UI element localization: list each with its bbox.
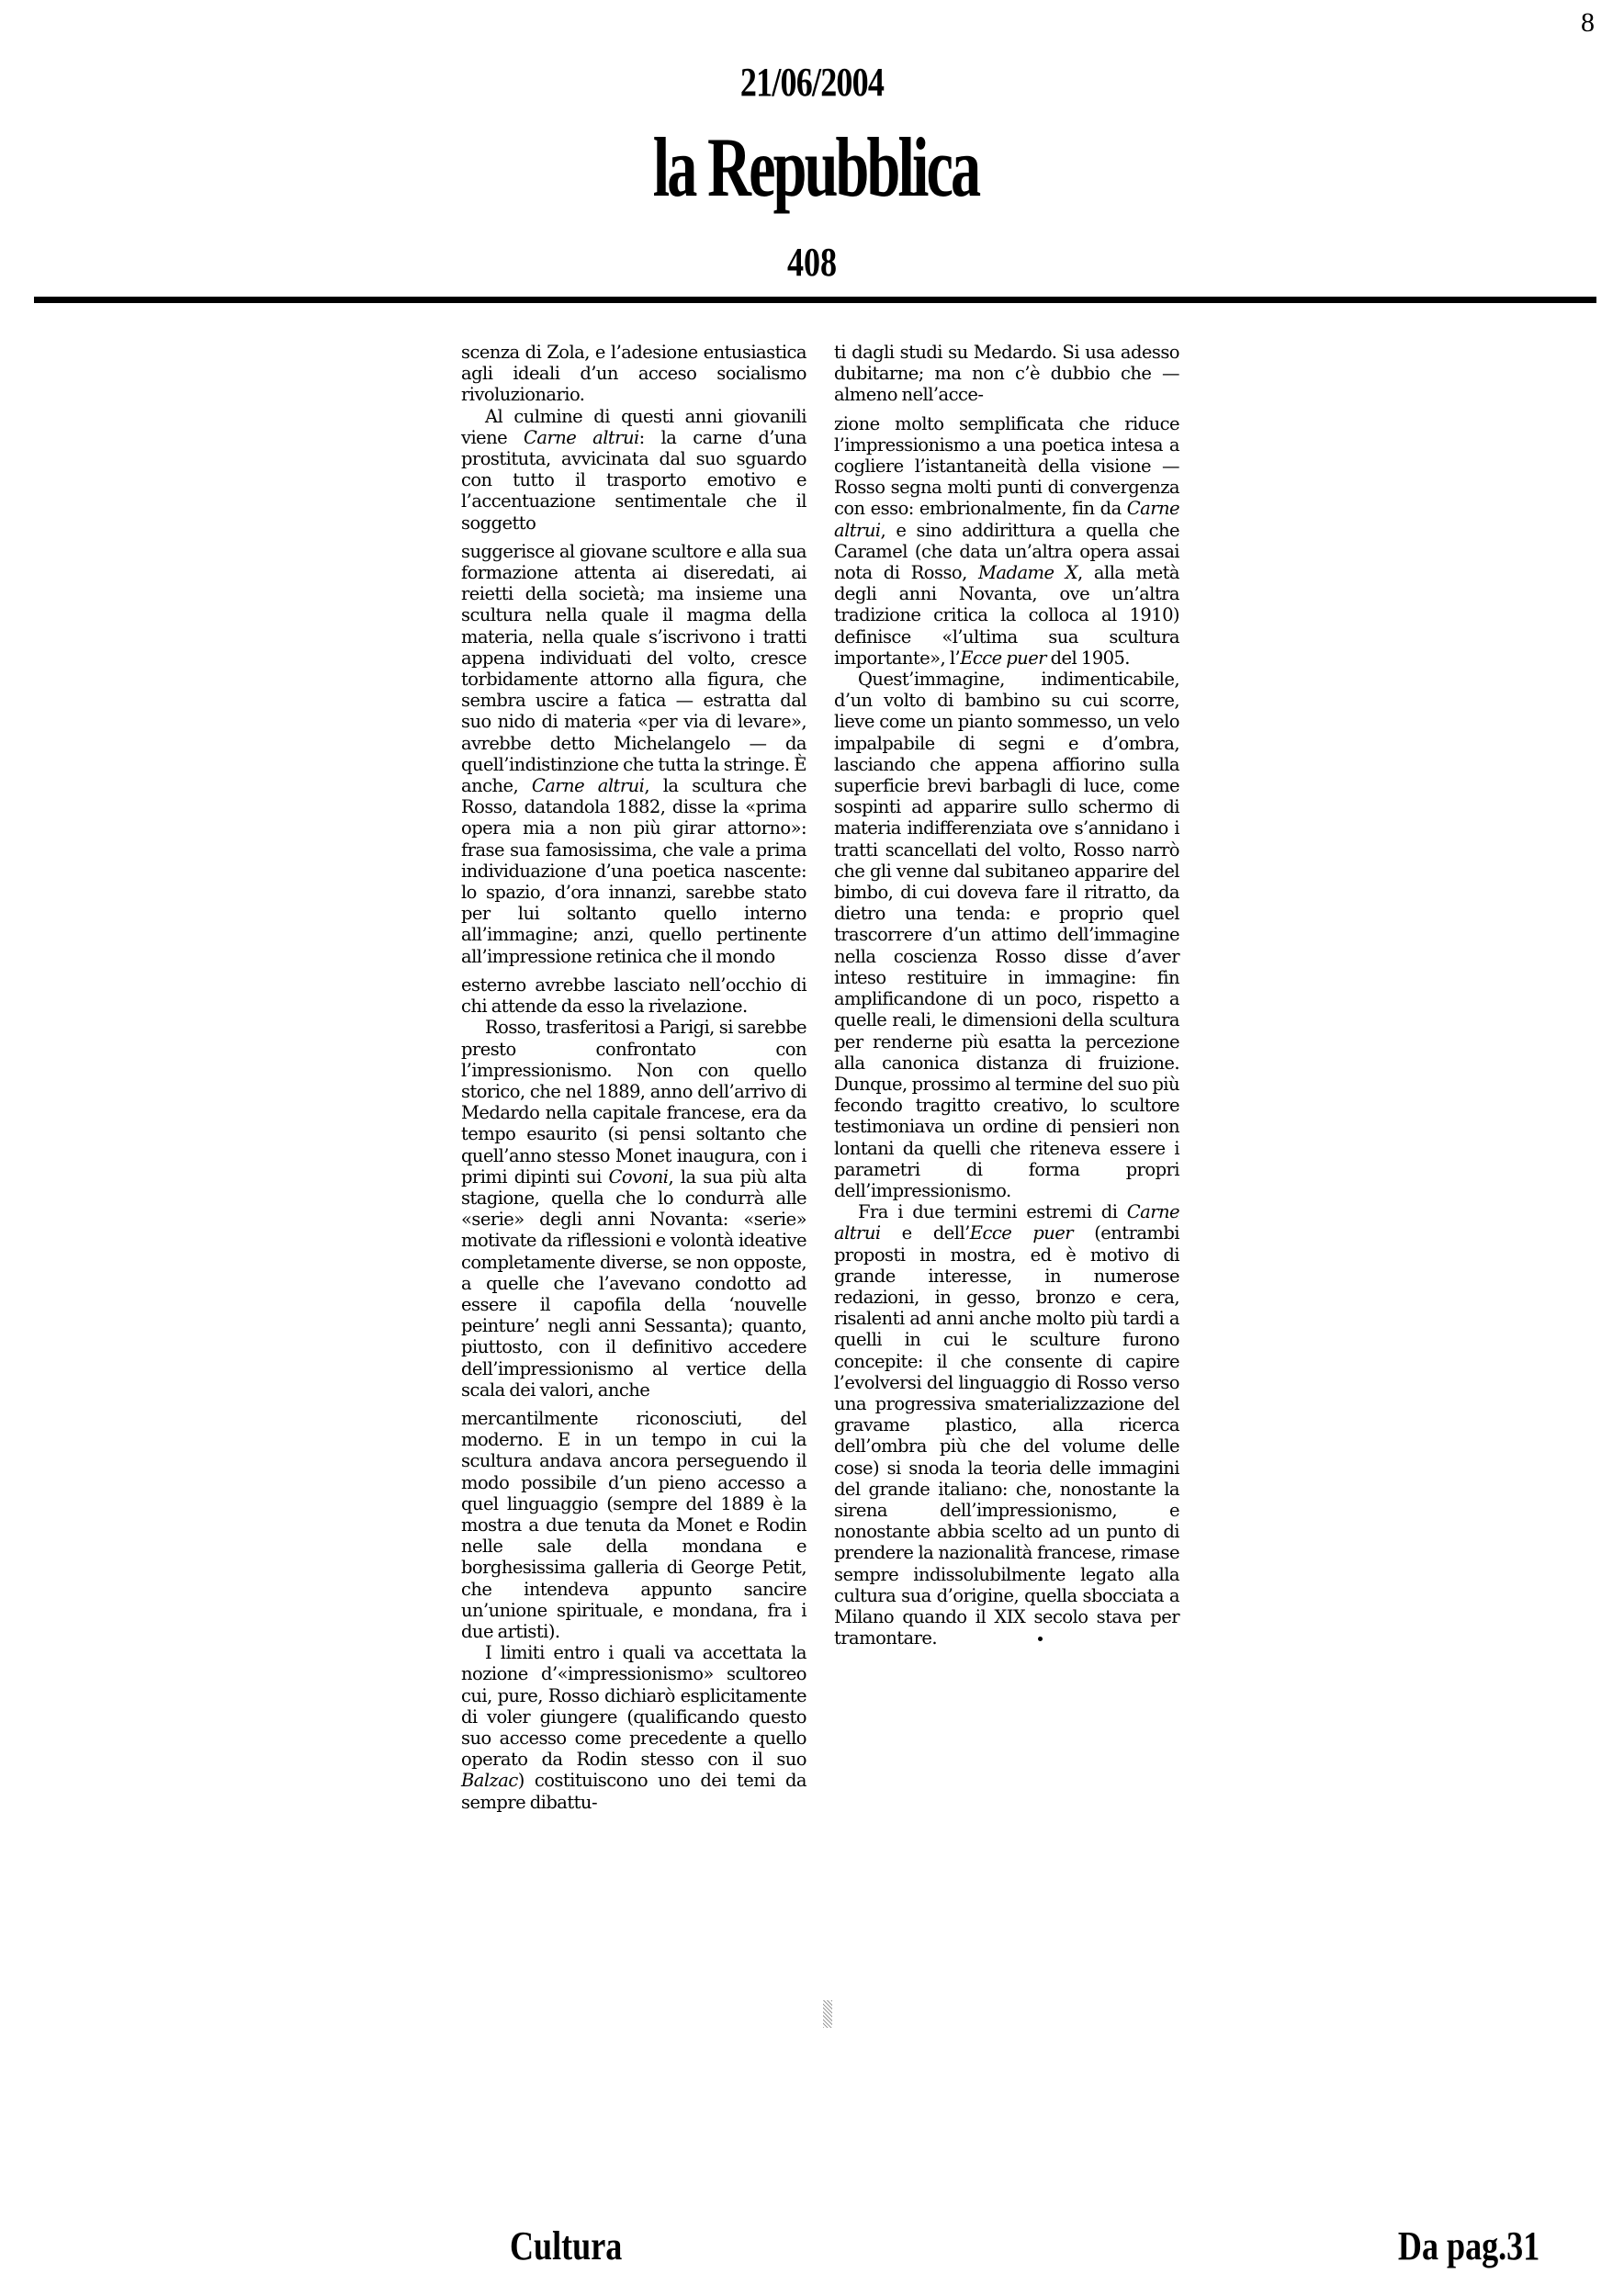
work-title: Balzac — [461, 1770, 518, 1792]
paragraph-text: Fra i due termini estremi di — [858, 1201, 1127, 1223]
work-title: Ecce puer — [969, 1222, 1074, 1244]
article-column-left — [461, 342, 806, 1813]
article-paragraph — [461, 1642, 806, 1813]
article-paragraph — [834, 669, 1179, 1201]
article-paragraph — [461, 1408, 806, 1642]
work-title: Carne altrui — [834, 498, 1179, 541]
paragraph-text: e dell’ — [880, 1222, 970, 1244]
paragraph-text: , e sino addirittura a quella che Caramel (che data un’altra opera assai nota di Rosso, — [834, 519, 1179, 584]
paragraph-text: scenza di Zola, e l’adesione entusiastica agli ideali d’un acceso socialismo rivoluzionario. — [461, 342, 806, 406]
work-title: Carne altrui — [834, 1201, 1179, 1244]
page-number: 8 — [1581, 7, 1595, 38]
article-paragraph — [461, 541, 806, 967]
newspaper-logo: la Repubblica — [652, 120, 979, 214]
paragraph-text: : la carne d’una prostituta, avvicinata dal suo sguardo con tutto il trasporto emotivo e l’accentuazione sentimentale che il soggetto — [461, 426, 806, 534]
work-title: Madame X — [978, 562, 1078, 584]
paragraph-text: , la scultura che Rosso, datandola 1882, disse la «prima opera mia a non più girar attorno»: frase sua famosissima, che vale a prima individuazione d’una poetica nascente: lo spazio, d’ora innanzi, sarebbe stato per lui soltanto quello interno all’immagine; anzi, quello pertinente all’impressione retinica che il mondo — [461, 775, 806, 967]
work-title: Carne altrui — [524, 426, 639, 448]
article-paragraph — [461, 406, 806, 534]
paragraph-text: I limiti entro i quali va accettata la nozione d’«impressionismo» scultoreo cui, pure, Rosso dichiarò esplicitamente di voler giungere (qualificando questo suo accesso come precedente a quello operato da Rodin stesso con il suo — [461, 1642, 806, 1771]
paragraph-text: , alla metà degli anni Novanta, ove un’altra tradizione critica la colloca al 1910) definisce «l’ultima sua scultura importante», l’ — [834, 562, 1179, 669]
paragraph-text: suggerisce al giovane scultore e alla sua formazione attenta ai diseredati, ai reietti della società; ma insieme una scultura nella quale il magma della materia, nella quale s’iscrivono i tratti appena individuati del volto, cresce torbidamente attorno alla figura, che sembra uscire a fatica — estratta dal suo nido di materia «per via di levare», avrebbe detto Michelangelo — da quell’indistinzione che tutta la stringe. È anche, — [461, 540, 806, 797]
source-page-label: Da pag.31 — [1397, 2223, 1539, 2268]
work-title: Covoni — [608, 1165, 669, 1187]
article-paragraph — [834, 413, 1179, 669]
column-break-gap — [461, 534, 806, 541]
column-break-gap — [461, 967, 806, 974]
work-title: Carne altrui — [531, 775, 645, 797]
column-break-gap — [461, 1401, 806, 1408]
article-paragraph — [834, 1201, 1179, 1649]
paragraph-text: esterno avrebbe lasciato nell’occhio di chi attende da esso la rivelazione. — [461, 974, 806, 1018]
paragraph-text: (entrambi proposti in mostra, ed è motivo di grande interesse, in numerose redazioni, in gesso, bronzo e cera, risalenti ad anni anche molto più tardi a quelli in cui le sculture furono concepite: il che consente di capire l’evolversi del linguaggio di Rosso verso una progressiva smaterializzazione del gravame plastico, alla ricerca dell’ombra più che del volume delle cose) si snoda la teoria delle immagini del grande italiano: che, nonostante la sirena dell’impressionismo, e nonostante abbia scelto ad un punto di prendere la nazionalità francese, rimase sempre indissolubilmente legato alla cultura sua d’origine, quella sbocciata a Milano quando il XIX secolo stava per tramontare. — [834, 1222, 1179, 1649]
end-of-article-mark-icon — [1038, 1637, 1043, 1641]
paragraph-text: ) costituiscono uno dei temi da sempre dibattu- — [461, 1770, 806, 1813]
issue-number: 408 — [786, 240, 838, 285]
article-column-right — [834, 342, 1179, 1649]
article-paragraph — [834, 342, 1179, 406]
paragraph-text: mercantilmente riconosciuti, del moderno. E in un tempo in cui la scultura andava ancora perseguendo il modo possibile d’un pieno accesso a quel linguaggio (sempre del 1889 è la mostra a due tenuta da Monet e Rodin nelle sale della mondana e borghesissima galleria di George Petit, che intendeva appunto sancire un’unione spirituale, e mondana, fra i due artisti). — [461, 1407, 806, 1642]
paragraph-text: del 1905. — [1045, 647, 1130, 669]
work-title: Ecce puer — [960, 647, 1046, 669]
article-paragraph — [461, 342, 806, 406]
paragraph-text: zione molto semplificata che riduce l’impressionismo a una poetica intesa a cogliere l’istantaneità della visione — Rosso segna molti punti di convergenza con esso: embrionalmente, fin da — [834, 412, 1179, 520]
paragraph-text: Rosso, trasferitosi a Parigi, si sarebbe presto confrontato con l’impressionismo. Non con quello storico, che nel 1889, anno dell’arrivo di Medardo nella capitale francese, era da tempo esaurito (si pensi soltanto che quell’anno stesso Monet inaugura, con i primi dipinti sui — [461, 1017, 806, 1187]
paragraph-text: Quest’immagine, indimenticabile, d’un volto di bambino su cui scorre, lieve come un pianto sommesso, un velo impalpabile di segni e d’ombra, lasciando che appena affiorino sulla superficie brevi barbagli di luce, come sospinti ad apparire sullo schermo di materia indifferenziata ove s’annidano i tratti scancellati del volto, Rosso narrò che gli venne dal subitaneo apparire del bimbo, di cui doveva fare il ritratto, da dietro una tenda: e proprio quel trascorrere d’un attimo dell’immagine nella coscienza Rosso disse d’aver inteso restituire in immagine: fin amplificandone di un poco, rispetto a quelle reali, le dimensioni della scultura per renderne più esatta la percezione alla canonica distanza di fruizione. Dunque, prossimo al termine del suo più fecondo tragitto creativo, lo scultore testimoniava un ordine di pensieri non lontani da quelli che riteneva essere i parametri di forma propri dell’impressionismo. — [834, 669, 1179, 1201]
paragraph-text: Al culmine di questi anni giovanili viene — [461, 405, 806, 448]
article-paragraph — [461, 1017, 806, 1401]
publication-date: 21/06/2004 — [739, 60, 885, 105]
paragraph-text: ti dagli studi su Medardo. Si usa adesso dubitarne; ma non c’è dubbio che — almeno nell’acce- — [834, 342, 1179, 406]
header-rule — [34, 297, 1596, 303]
column-break-gap — [834, 406, 1179, 413]
paragraph-text: , la sua più alta stagione, quella che lo condurrà alle «serie» degli anni Novanta: «serie» motivate da riflessioni e volontà ideative completamente diverse, se non opposte, a quelle che l’avevano condotto ad essere il capofila della ‘nouvelle peinture’ negli anni Sessanta); quanto, piuttosto, con il definitivo accedere dell’impressionismo al vertice della scala dei valori, anche — [461, 1165, 806, 1401]
section-label: Cultura — [510, 2223, 623, 2268]
article-paragraph — [461, 974, 806, 1017]
scan-artifact — [823, 2000, 832, 2028]
masthead — [0, 62, 1624, 283]
